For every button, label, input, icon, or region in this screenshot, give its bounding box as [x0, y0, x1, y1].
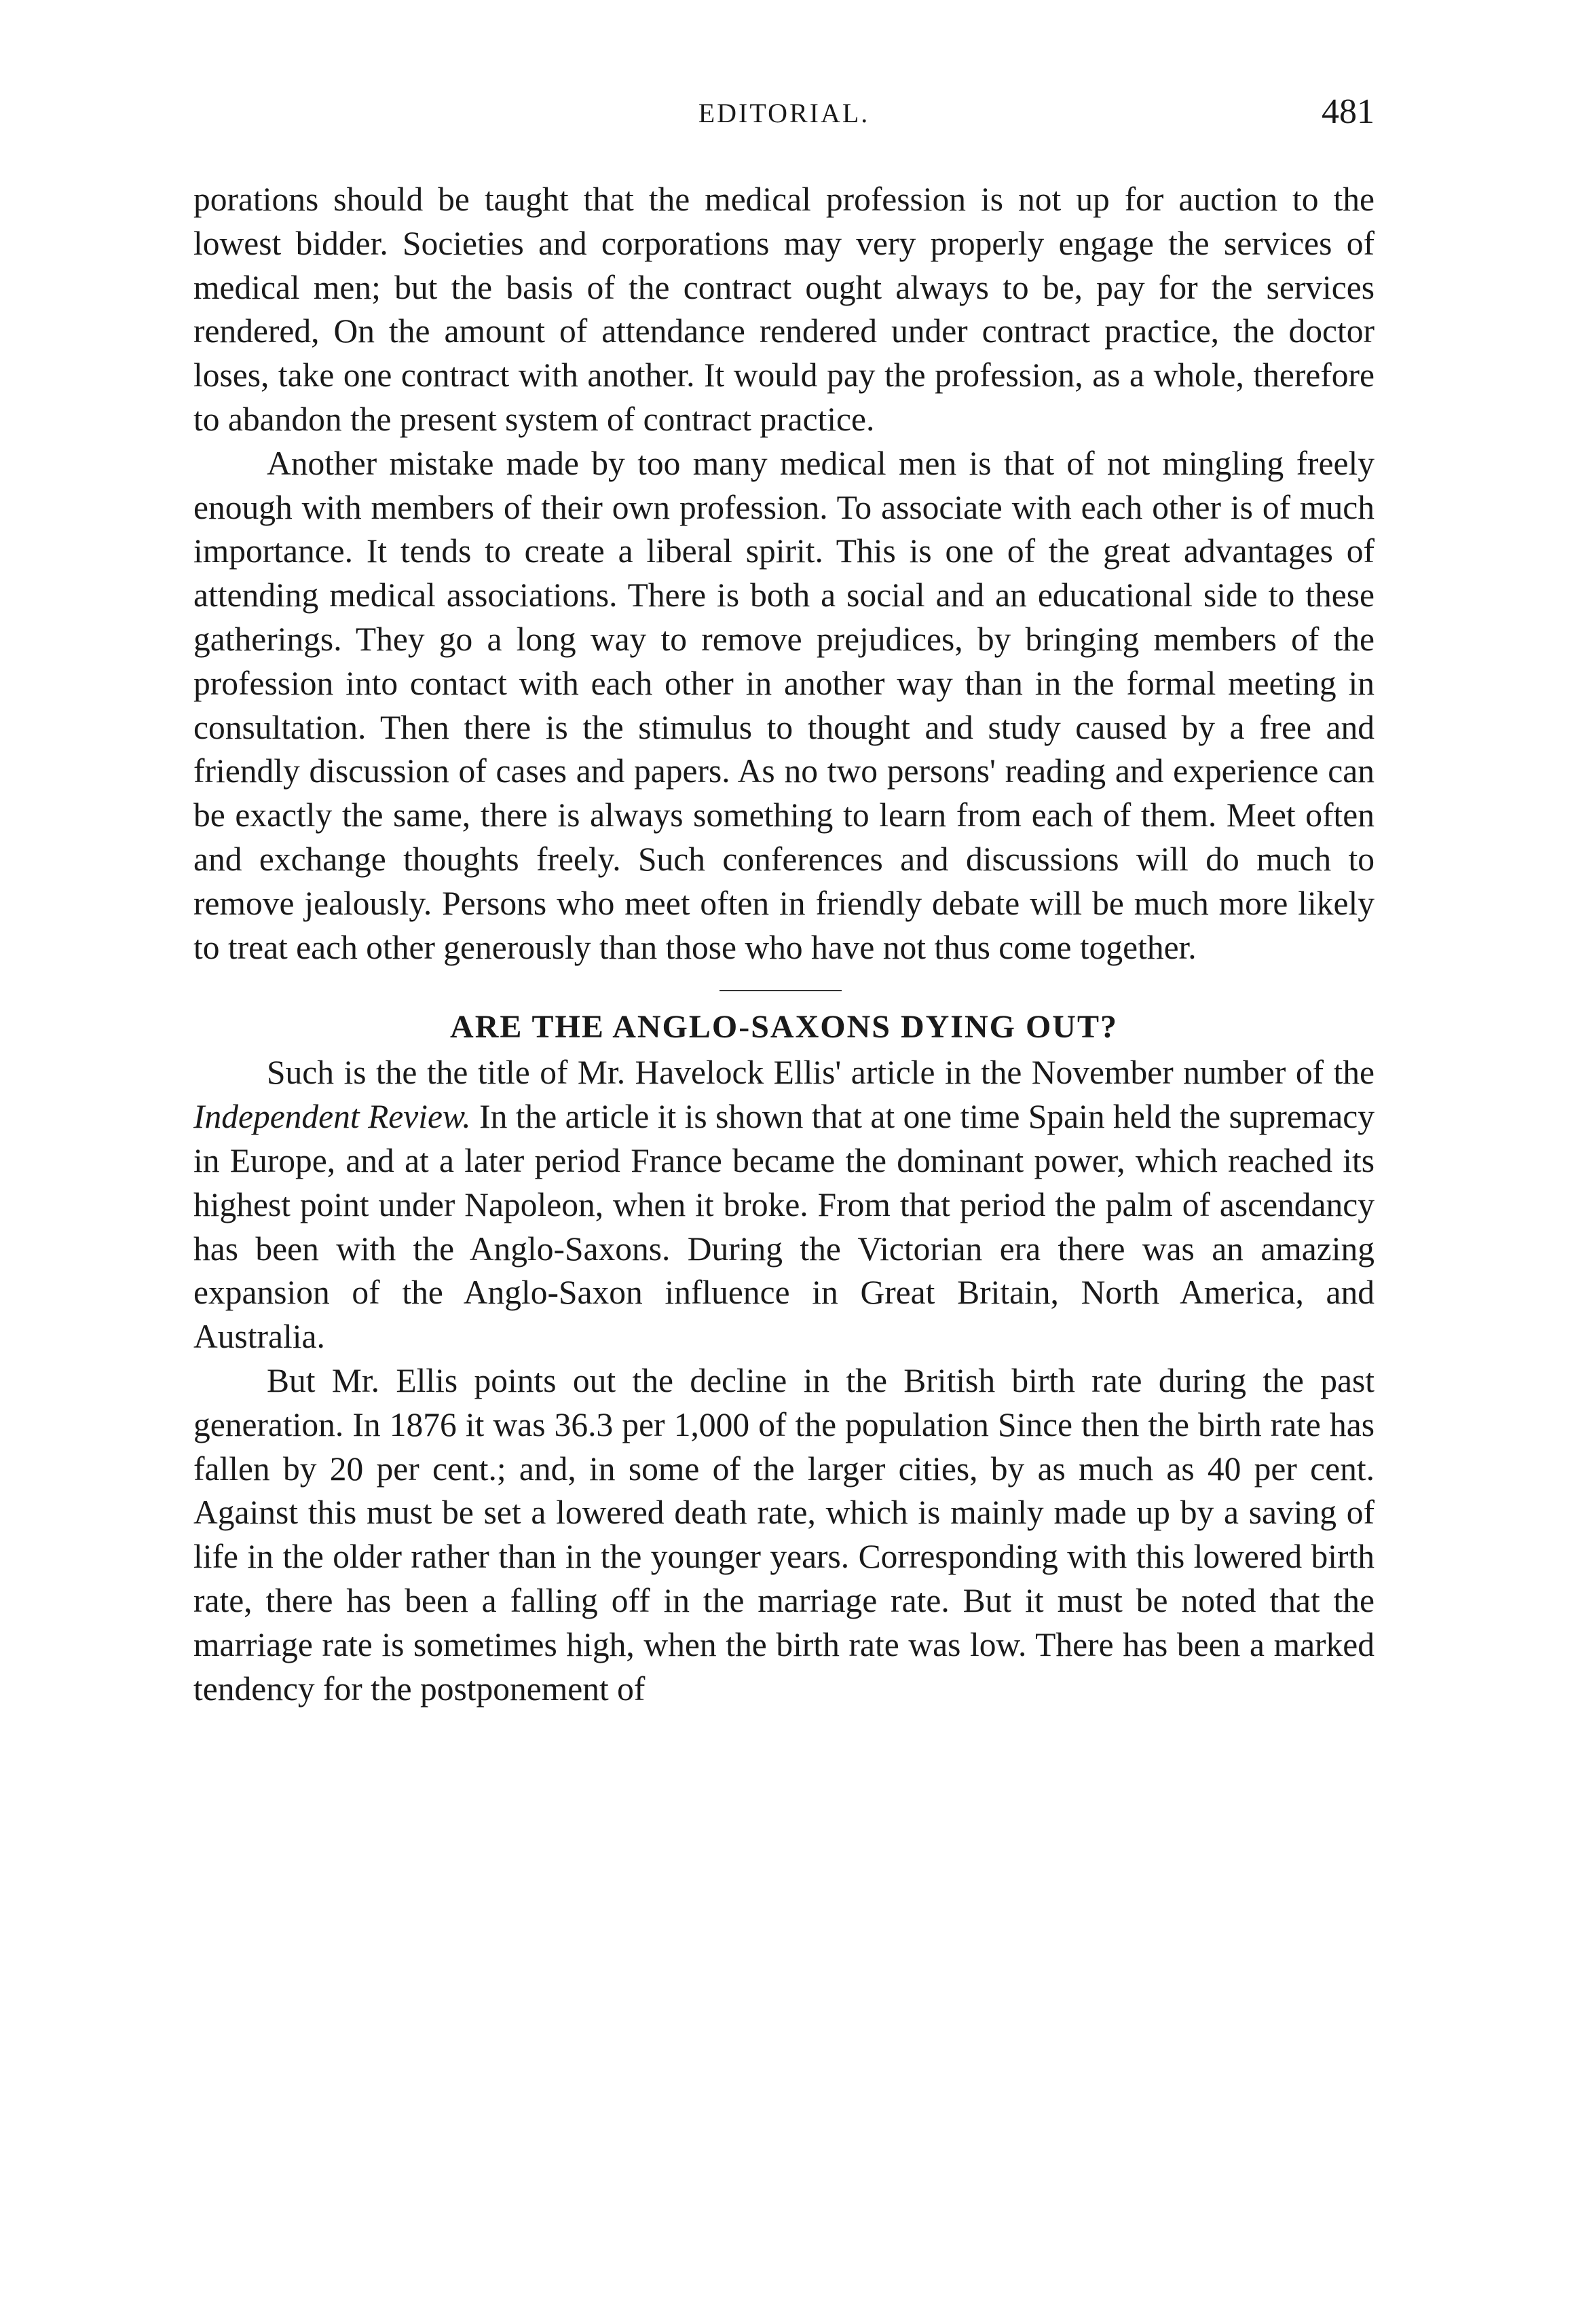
paragraph-article-intro-start: Such is the the title of Mr. Havelock Ellis' article in the November number of the: [267, 1054, 1375, 1092]
paragraph-birth-rate: But Mr. Ellis points out the decline in the British birth rate during the past generation. In 1876 it was 36.3 per 1,000 of the population Since then the birth rate has fallen by 20 per cent.; and, in some of the larger cities, by as much as 40 per cent. Against this must be set a lowered death rate, which is mainly made up by a saving of life in the older rather than in the younger years. Corresponding with this lowered birth rate, there has been a falling off in the marriage rate. But it must be noted that the marriage rate is sometimes high, when the birth rate was low. There has been a marked tendency for the postponement of: [193, 1361, 1375, 1708]
divider-rule: [719, 990, 842, 991]
paragraph-article-intro: [193, 1051, 1375, 1359]
journal-title: Independent Review.: [193, 1098, 471, 1136]
body-text: [193, 178, 1375, 1711]
running-title: EDITORIAL.: [698, 98, 870, 128]
paragraph-continuation: porations should be taught that the medical profession is not up for auction to the lowest bidder. Societies and corporations may very properly engage the services of medical men; but the basis of the contract ought always to be, pay for the services rendered, On the amount of attendance rendered under contract practice, the doctor loses, take one contract with another. It would pay the profession, as a whole, therefore to abandon the present system of contract practice.: [193, 181, 1375, 438]
section-heading: ARE THE ANGLO-SAXONS DYING OUT?: [450, 1009, 1118, 1046]
running-head: [193, 92, 1375, 146]
paragraph-medical-associations: Another mistake made by too many medical men is that of not mingling freely enough with members of their own profession. To associate with each other is of much importance. It tends to create a liberal spirit. This is one of the great advantages of attending medical associations. There is both a social and an educational side to these gatherings. They go a long way to remove prejudices, by bringing members of the profession into contact with each other in another way than in the formal meeting in consultation. Then there is the stimulus to thought and study caused by a free and friendly discussion of cases and papers. As no two persons' reading and experience can be exactly the same, there is always something to learn from each of them. Meet often and exchange thoughts freely. Such conferences and discussions will do much to remove jealously. Persons who meet often in friendly debate will be much more likely to treat each other generously than those who have not thus come together.: [193, 444, 1375, 966]
paragraph-article-intro-rest: In the article it is shown that at one time Spain held the supremacy in Europe, and at a later period France became the dominant power, which reached its highest point under Napoleon, when it broke. From that period the palm of ascendancy has been with the Anglo-Saxons. During the Victorian era there was an amazing expansion of the Anglo-Saxon influence in Great Britain, North America, and Australia.: [193, 1098, 1375, 1356]
section-divider: [193, 970, 1375, 1003]
page-number: 481: [1322, 92, 1375, 131]
